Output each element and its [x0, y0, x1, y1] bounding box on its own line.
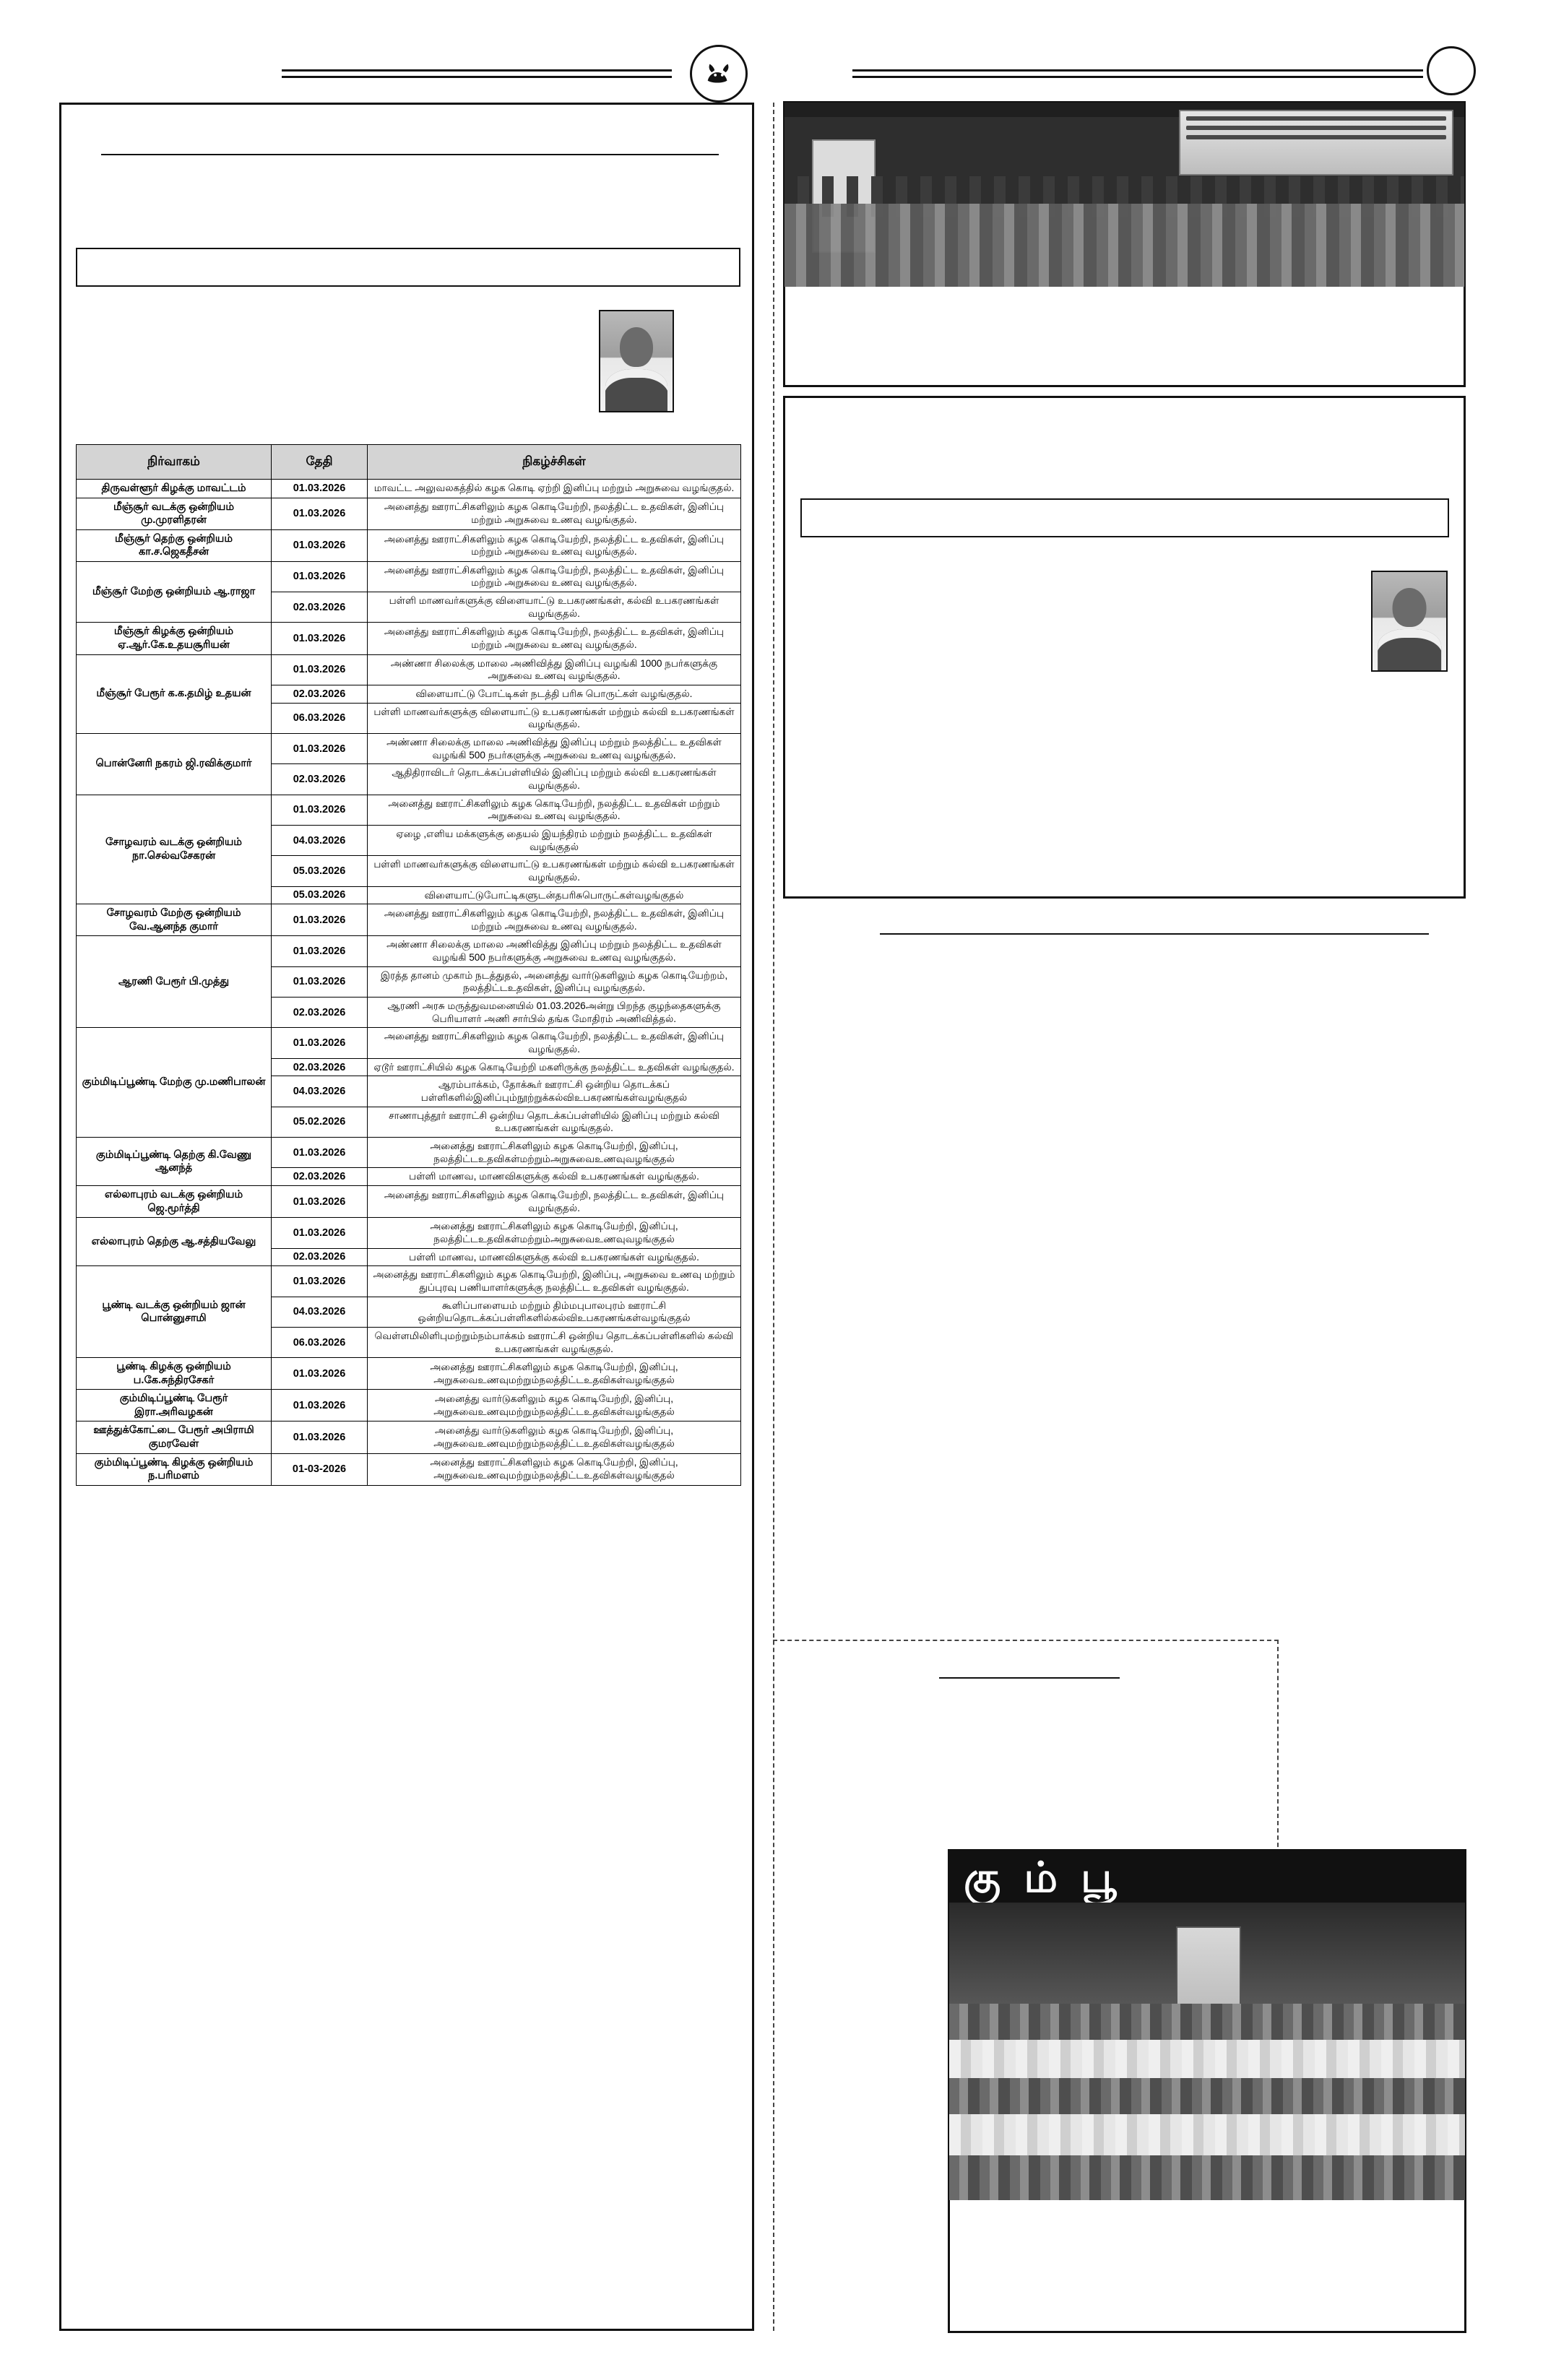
- portrait-image: [1373, 572, 1446, 670]
- cell-event: மாவட்ட அலுவலகத்தில் கழக கொடி ஏற்றி இனிப்பு மற்றும் அறுசுவை வழங்குதல்.: [368, 480, 741, 498]
- cell-event: அனைத்து ஊராட்சிகளிலும் கழக கொடியேற்றி, நலத்திட்ட உதவிகள், இனிப்பு வழங்குதல்.: [368, 1186, 741, 1218]
- cell-event: ஆரணி அரசு மருத்துவமனையில் 01.03.2026அன்று பிறந்த குழந்தைகளுக்கு பெரியாளர் அணி சார்பில் தங்க மோதிரம் அணிவித்தல்.: [368, 998, 741, 1028]
- table-row: [77, 1218, 741, 1248]
- cell-date: 01.03.2026: [272, 480, 368, 498]
- cell-event: வெள்ளமிலிளிபுமற்றும்நம்பாக்கம் ஊராட்சி ஒன்றிய தொடக்கப்பள்ளிகளில் கல்வி உபகரணங்கள் வழங்குதல்.: [368, 1327, 741, 1357]
- cell-admin: மீஞ்சூர் கிழக்கு ஒன்றியம் ஏ.ஆர்.கே.உதயசூரியன்: [77, 623, 272, 654]
- cell-event: அனைத்து ஊராட்சிகளிலும் கழக கொடியேற்றி, இனிப்பு, நலத்திட்டஉதவிகள்மற்றும்அறுசுவைஉணவுவழங்குதல்: [368, 1138, 741, 1168]
- portrait-image: [600, 311, 673, 411]
- section-divider-horizontal: [773, 1640, 1279, 1641]
- cell-event: ஏடூர் ஊராட்சியில் கழக கொடியேற்றி மகளிருக்கு நலத்திட்ட உதவிகள் வழங்குதல்.: [368, 1058, 741, 1076]
- right-subsection-rule: [939, 1677, 1120, 1679]
- column-header-admin: நிர்வாகம்: [77, 445, 272, 480]
- table-row: [77, 1421, 741, 1453]
- table-row: [77, 1266, 741, 1297]
- header-rule-left: [282, 69, 672, 78]
- right-section-rule: [880, 933, 1429, 935]
- table-row: [77, 498, 741, 529]
- column-divider: [773, 103, 774, 2331]
- cell-event: அனைத்து ஊராட்சிகளிலும் கழக கொடியேற்றி, நலத்திட்ட உதவிகள் மற்றும் அறுசுவை உணவு வழங்குதல்.: [368, 795, 741, 825]
- cell-event: அனைத்து ஊராட்சிகளிலும் கழக கொடியேற்றி, இனிப்பு, அறுசுவைஉணவுமற்றும்நலத்திட்டஉதவிகள்வழங்குதல்: [368, 1453, 741, 1485]
- cell-date: 01.03.2026: [272, 966, 368, 997]
- cell-date: 02.03.2026: [272, 592, 368, 623]
- cell-date: 01.03.2026: [272, 1186, 368, 1218]
- cell-date: 01.03.2026: [272, 733, 368, 763]
- cell-admin: ஆரணி பேரூர் பி.முத்து: [77, 936, 272, 1028]
- header-rule-right: [852, 69, 1423, 78]
- cell-event: அனைத்து ஊராட்சிகளிலும் கழக கொடியேற்றி, இனிப்பு, நலத்திட்டஉதவிகள்மற்றும்அறுசுவைஉணவுவழங்குதல்: [368, 1218, 741, 1248]
- cell-event: அனைத்து வார்டுகளிலும் கழக கொடியேற்றி, இனிப்பு, அறுசுவைஉணவுமற்றும்நலத்திட்டஉதவிகள்வழங்குதல்: [368, 1421, 741, 1453]
- cell-date: 02.03.2026: [272, 998, 368, 1028]
- cell-admin: கும்மிடிப்பூண்டி பேரூர் இரா.அரிவழகன்: [77, 1390, 272, 1421]
- audience-hall-photo: [949, 1903, 1465, 2200]
- cell-date: 06.03.2026: [272, 1327, 368, 1357]
- stage-banner: [1179, 110, 1453, 176]
- cell-date: 04.03.2026: [272, 1076, 368, 1107]
- seated-crowd-row: [785, 204, 1464, 287]
- cell-date: 01.03.2026: [272, 1028, 368, 1058]
- bottom-banner-strip: [949, 1851, 1465, 1903]
- table-row: [77, 1390, 741, 1421]
- cell-admin: பூண்டி கிழக்கு ஒன்றியம் ப.கே.சுந்திரசேகர்: [77, 1358, 272, 1390]
- cell-date: 01.03.2026: [272, 936, 368, 966]
- cell-event: விளையாட்டு போட்டிகள் நடத்தி பரிசு பொருட்கள் வழங்குதல்.: [368, 685, 741, 703]
- cell-admin: மீஞ்சூர் மேற்கு ஒன்றியம் ஆ.ராஜா: [77, 561, 272, 623]
- table-row: [77, 1028, 741, 1058]
- cell-admin: பூண்டி வடக்கு ஒன்றியம் ஜான் பொன்னுசாமி: [77, 1266, 272, 1358]
- cell-date: 05.03.2026: [272, 886, 368, 904]
- cell-date: 01.03.2026: [272, 795, 368, 825]
- right-second-article-frame: [783, 396, 1466, 899]
- left-headline-rule: [101, 154, 719, 155]
- cell-event: அண்ணா சிலைக்கு மாலை அணிவித்து இனிப்பு வழங்கி 1000 நபர்களுக்கு அறுசுவை உணவு வழங்குதல்.: [368, 654, 741, 685]
- audience-row-5: [949, 2155, 1465, 2200]
- cell-admin: கும்மிடிப்பூண்டி மேற்கு மு.மணிபாலன்: [77, 1028, 272, 1138]
- right-title-box: [800, 498, 1449, 537]
- table-row: [77, 1358, 741, 1390]
- cell-event: அனைத்து ஊராட்சிகளிலும் கழக கொடியேற்றி, இனிப்பு, அறுசுவை உணவு மற்றும் துப்புரவு பணியாளர்களுக்கு நலத்திட்ட உதவிகள் வழங்குதல்.: [368, 1266, 741, 1297]
- table-row: [77, 480, 741, 498]
- cell-admin: எல்லாபுரம் வடக்கு ஒன்றியம் ஜெ.மூர்த்தி: [77, 1186, 272, 1218]
- table-row: [77, 529, 741, 561]
- cell-admin: பொன்னேரி நகரம் ஜி.ரவிக்குமார்: [77, 733, 272, 795]
- cell-date: 01.03.2026: [272, 1138, 368, 1168]
- cell-admin: கும்மிடிப்பூண்டி தெற்கு கி.வேணு ஆனந்த்: [77, 1138, 272, 1186]
- cell-event: சாணாபுத்தூர் ஊராட்சி ஒன்றிய தொடக்கப்பள்ளியில் இனிப்பு மற்றும் கல்வி உபகரணங்கள் வழங்குதல்.: [368, 1107, 741, 1137]
- page-circle-icon: [1427, 46, 1476, 95]
- table-row: [77, 1186, 741, 1218]
- cell-date: 01.03.2026: [272, 1390, 368, 1421]
- cell-date: 01.03.2026: [272, 623, 368, 654]
- cell-date: 01.03.2026: [272, 654, 368, 685]
- cell-event: அனைத்து வார்டுகளிலும் கழக கொடியேற்றி, இனிப்பு, அறுசுவைஉணவுமற்றும்நலத்திட்டஉதவிகள்வழங்குதல்: [368, 1390, 741, 1421]
- cell-date: 02.03.2026: [272, 764, 368, 795]
- conference-stage-photo: [785, 103, 1464, 287]
- table-row: [77, 623, 741, 654]
- cell-admin: மீஞ்சூர் பேரூர் க.க.தமிழ் உதயன்: [77, 654, 272, 733]
- cell-admin: சோழவரம் வடக்கு ஒன்றியம் நா.செல்வசேகரன்: [77, 795, 272, 904]
- cell-event: அனைத்து ஊராட்சிகளிலும் கழக கொடியேற்றி, நலத்திட்ட உதவிகள், இனிப்பு மற்றும் அறுசுவை உணவு வழங்குதல்.: [368, 623, 741, 654]
- schedule-table: [76, 444, 741, 1486]
- cell-event: பள்ளி மாணவ, மாணவிகளுக்கு கல்வி உபகரணங்கள் வழங்குதல்.: [368, 1168, 741, 1186]
- cell-event: ஆதிதிராவிடர் தொடக்கப்பள்ளியில் இனிப்பு மற்றும் கல்வி உபகரணங்கள் வழங்குதல்.: [368, 764, 741, 795]
- cell-date: 02.03.2026: [272, 1248, 368, 1266]
- cell-event: அண்ணா சிலைக்கு மாலை அணிவித்து இனிப்பு மற்றும் நலத்திட்ட உதவிகள் வழங்கி 500 நபர்களுக்கு அறுசுவை உணவு வழங்குதல்.: [368, 936, 741, 966]
- cell-event: பள்ளி மாணவர்களுக்கு விளையாட்டு உபகரணங்கள் மற்றும் கல்வி உபகரணங்கள் வழங்குதல்.: [368, 703, 741, 733]
- left-title-box: [76, 248, 740, 287]
- cell-event: கூளிப்பாளையம் மற்றும் திம்மபுபாலபுரம் ஊராட்சி ஒன்றியதொடக்கப்பள்ளிகளில்கல்விஉபகரணங்கள்வழங்குதல்: [368, 1297, 741, 1327]
- cell-admin: திருவள்ளூர் கிழக்கு மாவட்டம்: [77, 480, 272, 498]
- cell-date: 01.03.2026: [272, 1266, 368, 1297]
- cell-event: அனைத்து ஊராட்சிகளிலும் கழக கொடியேற்றி, நலத்திட்ட உதவிகள், இனிப்பு மற்றும் அறுசுவை உணவு வழங்குதல்.: [368, 529, 741, 561]
- cell-date: 01.03.2026: [272, 1358, 368, 1390]
- cell-date: 01.03.2026: [272, 1218, 368, 1248]
- table-header-row: [77, 445, 741, 480]
- audience-row-2: [949, 2040, 1465, 2079]
- cell-date: 06.03.2026: [272, 703, 368, 733]
- cell-event: அனைத்து ஊராட்சிகளிலும் கழக கொடியேற்றி, நலத்திட்ட உதவிகள், இனிப்பு வழங்குதல்.: [368, 1028, 741, 1058]
- cell-admin: ஊத்துக்கோட்டை பேரூர் அபிராமி குமரவேள்: [77, 1421, 272, 1453]
- cell-date: 04.03.2026: [272, 825, 368, 855]
- table-row: [77, 561, 741, 592]
- page-header: [0, 0, 1543, 94]
- audience-row-3: [949, 2078, 1465, 2113]
- column-header-date: தேதி: [272, 445, 368, 480]
- cell-admin: மீஞ்சூர் தெற்கு ஒன்றியம் கா.ச.ஜெகதீசன்: [77, 529, 272, 561]
- audience-row-4: [949, 2114, 1465, 2156]
- cell-date: 01-03-2026: [272, 1453, 368, 1485]
- cell-event: பள்ளி மாணவர்களுக்கு விளையாட்டு உபகரணங்கள் மற்றும் கல்வி உபகரணங்கள் வழங்குதல்.: [368, 856, 741, 886]
- cell-admin: கும்மிடிப்பூண்டி கிழக்கு ஒன்றியம் ந.பரிமளம்: [77, 1453, 272, 1485]
- cell-event: ஏழை ,எளிய மக்களுக்கு தையல் இயந்திரம் மற்றும் நலத்திட்ட உதவிகள் வழங்குதல்: [368, 825, 741, 855]
- table-row: [77, 1138, 741, 1168]
- cell-event: ஆரம்பாக்கம், தோக்கூர் ஊராட்சி ஒன்றிய தொடக்கப் பள்ளிகளில்இனிப்பும்நூற்றுக்கல்விஉபகரணங்கள்வழங்குதல்: [368, 1076, 741, 1107]
- left-article-frame: [59, 103, 754, 2331]
- party-emblem-icon: [690, 45, 748, 103]
- column-header-events: நிகழ்ச்சிகள்: [368, 445, 741, 480]
- table-row: [77, 795, 741, 825]
- bottom-banner-text: கு ம் பூ: [964, 1854, 1123, 1901]
- cell-date: 05.02.2026: [272, 1107, 368, 1137]
- cell-admin: சோழவரம் மேற்கு ஒன்றியம் வே.ஆனந்த குமார்: [77, 904, 272, 936]
- audience-row-1: [949, 2004, 1465, 2039]
- cell-date: 01.03.2026: [272, 904, 368, 936]
- cell-admin: எல்லாபுரம் தெற்கு ஆ.சத்தியவேலு: [77, 1218, 272, 1266]
- cell-date: 04.03.2026: [272, 1297, 368, 1327]
- cell-event: அனைத்து ஊராட்சிகளிலும் கழக கொடியேற்றி, இனிப்பு, அறுசுவைஉணவுமற்றும்நலத்திட்டஉதவிகள்வழங்குதல்: [368, 1358, 741, 1390]
- cell-date: 01.03.2026: [272, 529, 368, 561]
- table-row: [77, 654, 741, 685]
- cell-date: 05.03.2026: [272, 856, 368, 886]
- cell-admin: மீஞ்சூர் வடக்கு ஒன்றியம் மு.முரளிதரன்: [77, 498, 272, 529]
- table-row: [77, 936, 741, 966]
- cell-event: அண்ணா சிலைக்கு மாலை அணிவித்து இனிப்பு மற்றும் நலத்திட்ட உதவிகள் வழங்கி 500 நபர்களுக்கு அறுசுவை உணவு வழங்குதல்.: [368, 733, 741, 763]
- cell-event: விளையாட்டுபோட்டிகளுடன்தபரிசுபொருட்கள்வழங்குதல்: [368, 886, 741, 904]
- cell-event: அனைத்து ஊராட்சிகளிலும் கழக கொடியேற்றி, நலத்திட்ட உதவிகள், இனிப்பு மற்றும் அறுசுவை உணவு வழங்குதல்.: [368, 904, 741, 936]
- cell-date: 01.03.2026: [272, 1421, 368, 1453]
- table-row: [77, 904, 741, 936]
- cell-date: 01.03.2026: [272, 498, 368, 529]
- cell-date: 02.03.2026: [272, 1058, 368, 1076]
- cell-event: இரத்த தானம் முகாம் நடத்துதல், அனைத்து வார்டுகளிலும் கழக கொடியேற்றம், நலத்திட்டஉதவிகள், இனிப்பு வழங்குதல்.: [368, 966, 741, 997]
- table-row: [77, 733, 741, 763]
- cell-date: 01.03.2026: [272, 561, 368, 592]
- table-row: [77, 1453, 741, 1485]
- schedule-table-wrapper: [76, 444, 740, 1486]
- cell-event: பள்ளி மாணவ, மாணவிகளுக்கு கல்வி உபகரணங்கள் வழங்குதல்.: [368, 1248, 741, 1266]
- cell-date: 02.03.2026: [272, 1168, 368, 1186]
- cell-date: 02.03.2026: [272, 685, 368, 703]
- schedule-table-body: [77, 480, 741, 1486]
- right-leader-portrait: [1371, 571, 1448, 672]
- cell-event: அனைத்து ஊராட்சிகளிலும் கழக கொடியேற்றி, நலத்திட்ட உதவிகள், இனிப்பு மற்றும் அறுசுவை உணவு வழங்குதல்.: [368, 561, 741, 592]
- cell-event: பள்ளி மாணவர்களுக்கு விளையாட்டு உபகரணங்கள், கல்வி உபகரணங்கள் வழங்குதல்.: [368, 592, 741, 623]
- cell-event: அனைத்து ஊராட்சிகளிலும் கழக கொடியேற்றி, நலத்திட்ட உதவிகள், இனிப்பு மற்றும் அறுசுவை உணவு வழங்குதல்.: [368, 498, 741, 529]
- left-leader-portrait: [599, 310, 674, 412]
